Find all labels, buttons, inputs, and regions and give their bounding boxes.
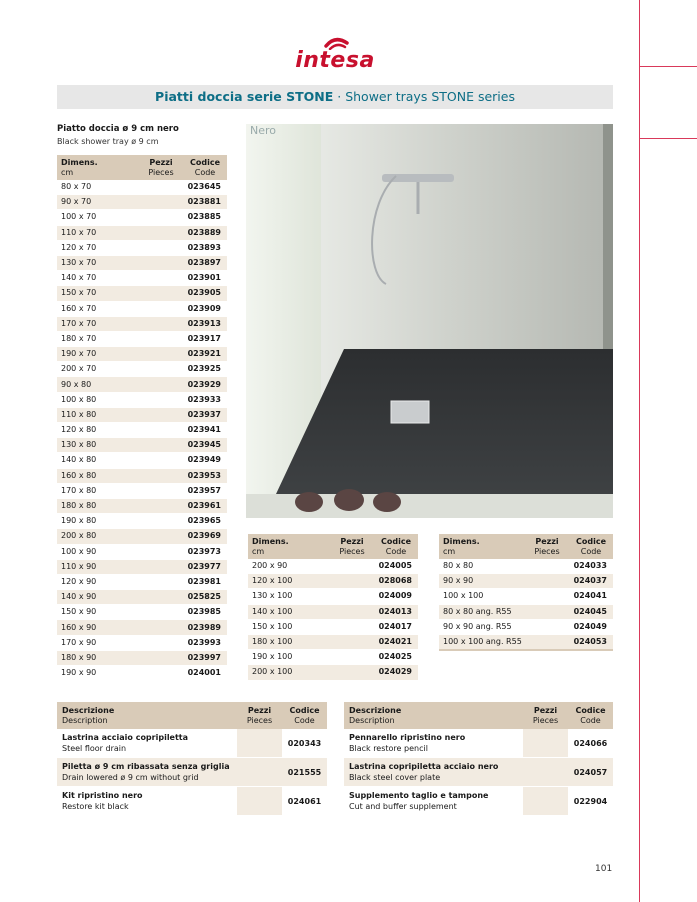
dimension-cell: 200 x 100 <box>248 665 330 680</box>
product-title: Piatto doccia ø 9 cm nero <box>57 124 179 134</box>
dimensions-table-1 <box>57 155 227 681</box>
col-dimensions: Dimens. cm <box>439 534 525 559</box>
code-cell: 023921 <box>183 347 227 362</box>
code-cell: 024061 <box>282 787 327 816</box>
pieces-cell <box>139 559 183 574</box>
code-cell: 023989 <box>183 620 227 635</box>
pieces-cell <box>139 271 183 286</box>
intesa-logo <box>290 36 380 80</box>
table-row <box>439 604 613 619</box>
table-row <box>57 650 227 665</box>
table-row <box>57 529 227 544</box>
pieces-cell <box>237 787 282 816</box>
code-cell: 023889 <box>183 225 227 240</box>
code-cell: 024037 <box>569 574 613 589</box>
table-row <box>57 362 227 377</box>
code-cell: 024057 <box>568 758 613 787</box>
table-row <box>57 210 227 225</box>
col-code: Codice Code <box>282 702 327 729</box>
code-cell: 024041 <box>569 589 613 604</box>
pieces-cell <box>330 665 374 680</box>
pieces-cell <box>139 316 183 331</box>
table-row <box>57 195 227 210</box>
accessory-name: Lastrina copripiletta acciaio nero <box>349 762 499 771</box>
table-row <box>57 635 227 650</box>
table-row <box>57 377 227 392</box>
code-cell: 023981 <box>183 574 227 589</box>
pieces-cell <box>139 180 183 195</box>
pieces-cell <box>523 758 568 787</box>
table-row <box>344 787 613 816</box>
table-row <box>57 255 227 270</box>
pieces-cell <box>139 666 183 681</box>
pieces-cell <box>237 729 282 758</box>
col-pieces: Pezzi Pieces <box>525 534 569 559</box>
table-row <box>439 634 613 650</box>
accessory-name-en: Restore kit black <box>62 802 129 811</box>
accessory-description <box>57 758 237 787</box>
accessory-description <box>57 729 237 758</box>
pieces-cell <box>139 423 183 438</box>
pieces-cell <box>330 650 374 665</box>
table-row <box>248 604 418 619</box>
pieces-cell <box>523 729 568 758</box>
product-subtitle: Black shower tray ø 9 cm <box>57 137 159 146</box>
code-cell: 023997 <box>183 650 227 665</box>
accessory-name: Supplemento taglio e tampone <box>349 791 489 800</box>
title-italian: Piatti doccia serie STONE <box>155 89 334 104</box>
pieces-cell <box>139 514 183 529</box>
dimension-cell: 130 x 80 <box>57 438 139 453</box>
dimension-cell: 110 x 80 <box>57 407 139 422</box>
table-row <box>344 758 613 787</box>
pieces-cell <box>139 255 183 270</box>
table-row <box>57 331 227 346</box>
col-pieces: Pezzi Pieces <box>523 702 568 729</box>
col-pieces: Pezzi Pieces <box>237 702 282 729</box>
product-photo <box>246 124 613 518</box>
code-cell: 025825 <box>183 590 227 605</box>
accessory-name: Kit ripristino nero <box>62 791 143 800</box>
pieces-cell <box>139 590 183 605</box>
code-cell: 023885 <box>183 210 227 225</box>
pieces-cell <box>330 619 374 634</box>
table-row <box>57 787 327 816</box>
dimension-cell: 90 x 80 <box>57 377 139 392</box>
accessory-name: Lastrina acciaio copripiletta <box>62 733 189 742</box>
code-cell: 024009 <box>374 589 418 604</box>
table-row <box>57 180 227 195</box>
table-row <box>439 589 613 604</box>
dimension-cell: 80 x 70 <box>57 180 139 195</box>
dimension-cell: 140 x 90 <box>57 590 139 605</box>
table-header-row <box>57 702 327 729</box>
code-cell: 023965 <box>183 514 227 529</box>
pieces-cell <box>139 331 183 346</box>
dimension-cell: 180 x 90 <box>57 650 139 665</box>
accessory-description <box>344 729 523 758</box>
pieces-cell <box>523 787 568 816</box>
table-row <box>57 423 227 438</box>
code-cell: 023937 <box>183 407 227 422</box>
dimension-cell: 150 x 70 <box>57 286 139 301</box>
table-row <box>57 758 327 787</box>
table-row <box>57 240 227 255</box>
accessory-description <box>344 758 523 787</box>
table-row <box>57 574 227 589</box>
col-code: Codice Code <box>568 702 613 729</box>
table-row <box>57 316 227 331</box>
table-row <box>57 392 227 407</box>
col-pieces: Pezzi Pieces <box>330 534 374 559</box>
code-cell: 023893 <box>183 240 227 255</box>
dimension-cell: 100 x 100 <box>439 589 525 604</box>
dimension-cell: 120 x 100 <box>248 574 330 589</box>
dimension-cell: 190 x 70 <box>57 347 139 362</box>
col-code: Codice Code <box>374 534 418 559</box>
dimension-cell: 120 x 80 <box>57 423 139 438</box>
code-cell: 023993 <box>183 635 227 650</box>
col-description: Descrizione Description <box>344 702 523 729</box>
title-english: Shower trays STONE series <box>345 89 515 104</box>
code-cell: 024013 <box>374 604 418 619</box>
code-cell: 024017 <box>374 619 418 634</box>
pieces-cell <box>330 559 374 574</box>
col-pieces: Pezzi Pieces <box>139 155 183 180</box>
dimension-cell: 130 x 70 <box>57 255 139 270</box>
dimension-cell: 110 x 70 <box>57 225 139 240</box>
code-cell: 024025 <box>374 650 418 665</box>
accessory-name-en: Black steel cover plate <box>349 773 441 782</box>
col-dimensions: Dimens. cm <box>248 534 330 559</box>
code-cell: 024033 <box>569 559 613 574</box>
dimension-cell: 100 x 70 <box>57 210 139 225</box>
dimension-cell: 90 x 70 <box>57 195 139 210</box>
dimension-cell: 80 x 80 ang. R55 <box>439 604 525 619</box>
code-cell: 023881 <box>183 195 227 210</box>
code-cell: 023933 <box>183 392 227 407</box>
dimension-cell: 160 x 90 <box>57 620 139 635</box>
pieces-cell <box>525 604 569 619</box>
pieces-cell <box>525 589 569 604</box>
code-cell: 023957 <box>183 483 227 498</box>
dimension-cell: 160 x 80 <box>57 468 139 483</box>
pieces-cell <box>139 347 183 362</box>
code-cell: 023897 <box>183 255 227 270</box>
table-row <box>57 468 227 483</box>
title-separator: · <box>333 89 346 104</box>
pieces-cell <box>139 240 183 255</box>
accessory-name: Pennarello ripristino nero <box>349 733 466 742</box>
col-code: Codice Code <box>183 155 227 180</box>
code-cell: 023913 <box>183 316 227 331</box>
col-description: Descrizione Description <box>57 702 237 729</box>
table-row <box>439 619 613 634</box>
table-header-row <box>248 534 418 559</box>
code-cell: 023917 <box>183 331 227 346</box>
pieces-cell <box>237 758 282 787</box>
table-row <box>57 286 227 301</box>
pieces-cell <box>139 377 183 392</box>
dimension-cell: 200 x 90 <box>248 559 330 574</box>
pieces-cell <box>139 301 183 316</box>
table-header-row <box>439 534 613 559</box>
code-cell: 024029 <box>374 665 418 680</box>
pieces-cell <box>139 635 183 650</box>
table-row <box>248 619 418 634</box>
table-row <box>57 225 227 240</box>
page-edge-tab-top <box>639 66 697 67</box>
pieces-cell <box>139 438 183 453</box>
table-row <box>248 665 418 680</box>
dimension-cell: 200 x 70 <box>57 362 139 377</box>
table-row <box>57 590 227 605</box>
dimension-cell: 190 x 100 <box>248 650 330 665</box>
pieces-cell <box>139 362 183 377</box>
code-cell: 021555 <box>282 758 327 787</box>
accessory-description <box>344 787 523 816</box>
table-row <box>57 407 227 422</box>
table-header-row <box>57 155 227 180</box>
accessory-name-en: Black restore pencil <box>349 744 428 753</box>
dimension-cell: 150 x 100 <box>248 619 330 634</box>
page-number: 101 <box>595 864 613 874</box>
code-cell: 023985 <box>183 605 227 620</box>
code-cell: 023973 <box>183 544 227 559</box>
table-row <box>248 574 418 589</box>
dimension-cell: 140 x 70 <box>57 271 139 286</box>
accessory-name: Piletta ø 9 cm ribassata senza griglia <box>62 762 230 771</box>
dimension-cell: 180 x 70 <box>57 331 139 346</box>
dimension-cell: 160 x 70 <box>57 301 139 316</box>
table-row <box>57 483 227 498</box>
dimension-cell: 140 x 80 <box>57 453 139 468</box>
dimension-cell: 200 x 80 <box>57 529 139 544</box>
pieces-cell <box>139 620 183 635</box>
code-cell: 023905 <box>183 286 227 301</box>
code-cell: 022904 <box>568 787 613 816</box>
shower-tray-illustration <box>246 124 613 518</box>
code-cell: 023969 <box>183 529 227 544</box>
table-row <box>248 589 418 604</box>
pieces-cell <box>139 529 183 544</box>
dimension-cell: 90 x 90 ang. R55 <box>439 619 525 634</box>
table-row <box>344 729 613 758</box>
dimension-cell: 190 x 80 <box>57 514 139 529</box>
table-row <box>439 559 613 574</box>
code-cell: 024053 <box>569 634 613 650</box>
table-row <box>57 271 227 286</box>
pieces-cell <box>139 468 183 483</box>
pieces-cell <box>330 634 374 649</box>
dimension-cell: 120 x 70 <box>57 240 139 255</box>
code-cell: 023925 <box>183 362 227 377</box>
table-header-row <box>344 702 613 729</box>
logo-wordmark: intesa <box>295 48 375 73</box>
code-cell: 024045 <box>569 604 613 619</box>
table-row <box>57 666 227 681</box>
pieces-cell <box>525 574 569 589</box>
dimension-cell: 170 x 90 <box>57 635 139 650</box>
pieces-cell <box>525 619 569 634</box>
pieces-cell <box>330 589 374 604</box>
pieces-cell <box>139 498 183 513</box>
code-cell: 024005 <box>374 559 418 574</box>
dimensions-table-3 <box>439 534 613 651</box>
code-cell: 023977 <box>183 559 227 574</box>
code-cell: 024066 <box>568 729 613 758</box>
pieces-cell <box>139 225 183 240</box>
pieces-cell <box>139 210 183 225</box>
dimension-cell: 90 x 90 <box>439 574 525 589</box>
table-row <box>439 574 613 589</box>
accessories-table-right <box>344 702 613 816</box>
dimensions-table-2 <box>248 534 418 681</box>
page-title-banner <box>57 85 613 109</box>
code-cell: 023941 <box>183 423 227 438</box>
dimension-cell: 100 x 100 ang. R55 <box>439 634 525 650</box>
table-row <box>57 620 227 635</box>
table-row <box>57 729 327 758</box>
dimension-cell: 100 x 80 <box>57 392 139 407</box>
pieces-cell <box>139 605 183 620</box>
dimension-cell: 110 x 90 <box>57 559 139 574</box>
dimension-cell: 170 x 80 <box>57 483 139 498</box>
accessory-name-en: Steel floor drain <box>62 744 127 753</box>
code-cell: 023901 <box>183 271 227 286</box>
table-row <box>248 634 418 649</box>
table-row <box>57 301 227 316</box>
table-row <box>57 453 227 468</box>
accessory-description <box>57 787 237 816</box>
dimension-cell: 100 x 90 <box>57 544 139 559</box>
table-row <box>57 498 227 513</box>
pieces-cell <box>139 650 183 665</box>
code-cell: 023949 <box>183 453 227 468</box>
code-cell: 023909 <box>183 301 227 316</box>
dimension-cell: 130 x 100 <box>248 589 330 604</box>
dimension-cell: 190 x 90 <box>57 666 139 681</box>
code-cell: 023953 <box>183 468 227 483</box>
dimension-cell: 180 x 80 <box>57 498 139 513</box>
accessories-table-left <box>57 702 327 816</box>
table-row <box>248 650 418 665</box>
table-row <box>57 438 227 453</box>
table-row <box>57 559 227 574</box>
table-row <box>57 514 227 529</box>
code-cell: 024001 <box>183 666 227 681</box>
pieces-cell <box>139 574 183 589</box>
dimension-cell: 140 x 100 <box>248 604 330 619</box>
dimension-cell: 120 x 90 <box>57 574 139 589</box>
code-cell: 023929 <box>183 377 227 392</box>
photo-color-label: Nero <box>250 124 277 137</box>
code-cell: 020343 <box>282 729 327 758</box>
dimension-cell: 150 x 90 <box>57 605 139 620</box>
accessory-name-en: Drain lowered ø 9 cm without grid <box>62 773 199 782</box>
code-cell: 024049 <box>569 619 613 634</box>
pieces-cell <box>139 286 183 301</box>
code-cell: 023645 <box>183 180 227 195</box>
pieces-cell <box>330 574 374 589</box>
page-edge-line <box>639 0 640 902</box>
pieces-cell <box>525 559 569 574</box>
pieces-cell <box>139 195 183 210</box>
code-cell: 024021 <box>374 634 418 649</box>
pieces-cell <box>139 407 183 422</box>
pieces-cell <box>139 544 183 559</box>
code-cell: 023961 <box>183 498 227 513</box>
dimension-cell: 80 x 80 <box>439 559 525 574</box>
pieces-cell <box>139 483 183 498</box>
col-code: Codice Code <box>569 534 613 559</box>
code-cell: 028068 <box>374 574 418 589</box>
pieces-cell <box>330 604 374 619</box>
table-row <box>248 559 418 574</box>
code-cell: 023945 <box>183 438 227 453</box>
pieces-cell <box>139 453 183 468</box>
pieces-cell <box>139 392 183 407</box>
dimension-cell: 170 x 70 <box>57 316 139 331</box>
accessory-name-en: Cut and buffer supplement <box>349 802 457 811</box>
col-dimensions: Dimens. cm <box>57 155 139 180</box>
page-edge-tab-bottom <box>639 138 697 139</box>
table-row <box>57 544 227 559</box>
dimension-cell: 180 x 100 <box>248 634 330 649</box>
table-row <box>57 605 227 620</box>
table-row <box>57 347 227 362</box>
pieces-cell <box>525 634 569 650</box>
